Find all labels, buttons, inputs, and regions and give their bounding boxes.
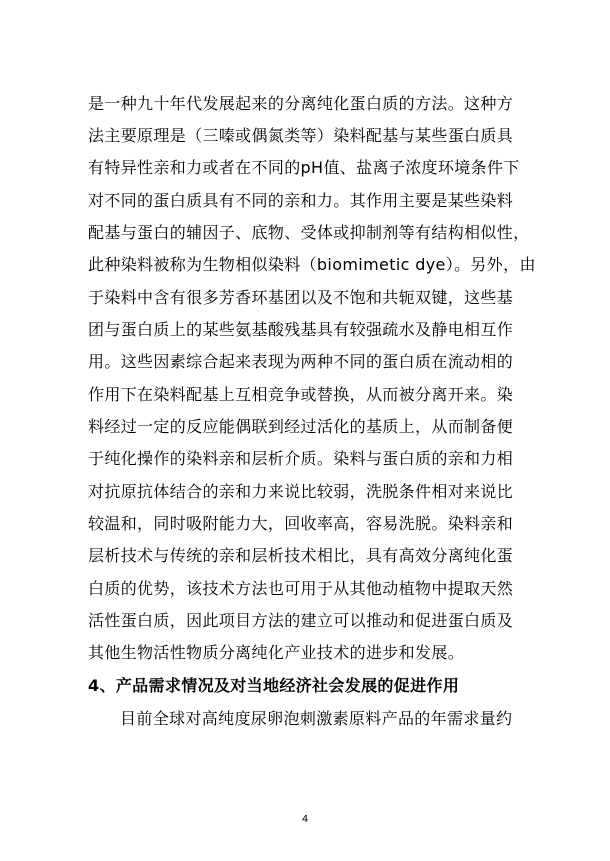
paragraph-line: 于纯化操作的染料亲和层析介质。染料与蛋白质的亲和力相: [88, 449, 514, 468]
paragraph-line: 活性蛋白质，因此项目方法的建立可以推动和促进蛋白质及: [88, 611, 514, 630]
paragraph-line: 层析技术与传统的亲和层析技术相比，具有高效分离纯化蛋: [88, 546, 514, 565]
paragraph-line: 白质的优势，该技术方法也可用于从其他动植物中提取天然: [88, 579, 514, 598]
paragraph-line: 对不同的蛋白质具有不同的亲和力。其作用主要是某些染料: [88, 191, 514, 210]
paragraph-line: 有特异性亲和力或者在不同的pH值、盐离子浓度环境条件下: [88, 158, 520, 177]
paragraph-line: 用。这些因素综合起来表现为两种不同的蛋白质在流动相的: [88, 352, 514, 371]
paragraph-line: 于染料中含有很多芳香环基团以及不饱和共轭双键，这些基: [88, 288, 514, 307]
paragraph-line: 料经过一定的反应能偶联到经过活化的基质上，从而制备便: [88, 417, 514, 436]
page-number: 4: [301, 814, 309, 825]
paragraph-line: 其他生物活性物质分离纯化产业技术的进步和发展。: [88, 643, 465, 662]
paragraph-line: 较温和，同时吸附能力大，回收率高，容易洗脱。染料亲和: [88, 514, 514, 533]
paragraph-line: 配基与蛋白的辅因子、底物、受体或抑制剂等有结构相似性，: [88, 223, 530, 242]
paragraph-line: 作用下在染料配基上互相竞争或替换，从而被分离开来。染: [88, 385, 514, 404]
paragraph-line: 对抗原抗体结合的亲和力来说比较弱，洗脱条件相对来说比: [88, 482, 514, 501]
paragraph-line: 法主要原理是（三嗪或偶氮类等）染料配基与某些蛋白质具: [88, 126, 514, 145]
paragraph-line: 目前全球对高纯度尿卵泡刺激素原料产品的年需求量约: [120, 709, 513, 728]
paragraph-line: 此种染料被称为生物相似染料（biomimetic dye）。另外，由: [88, 255, 536, 274]
paragraph-line: 团与蛋白质上的某些氨基酸残基具有较强疏水及静电相互作: [88, 320, 514, 339]
section-heading: 4、产品需求情况及对当地经济社会发展的促进作用: [88, 676, 460, 695]
paragraph-line: 是一种九十年代发展起来的分离纯化蛋白质的方法。这种方: [88, 94, 514, 113]
